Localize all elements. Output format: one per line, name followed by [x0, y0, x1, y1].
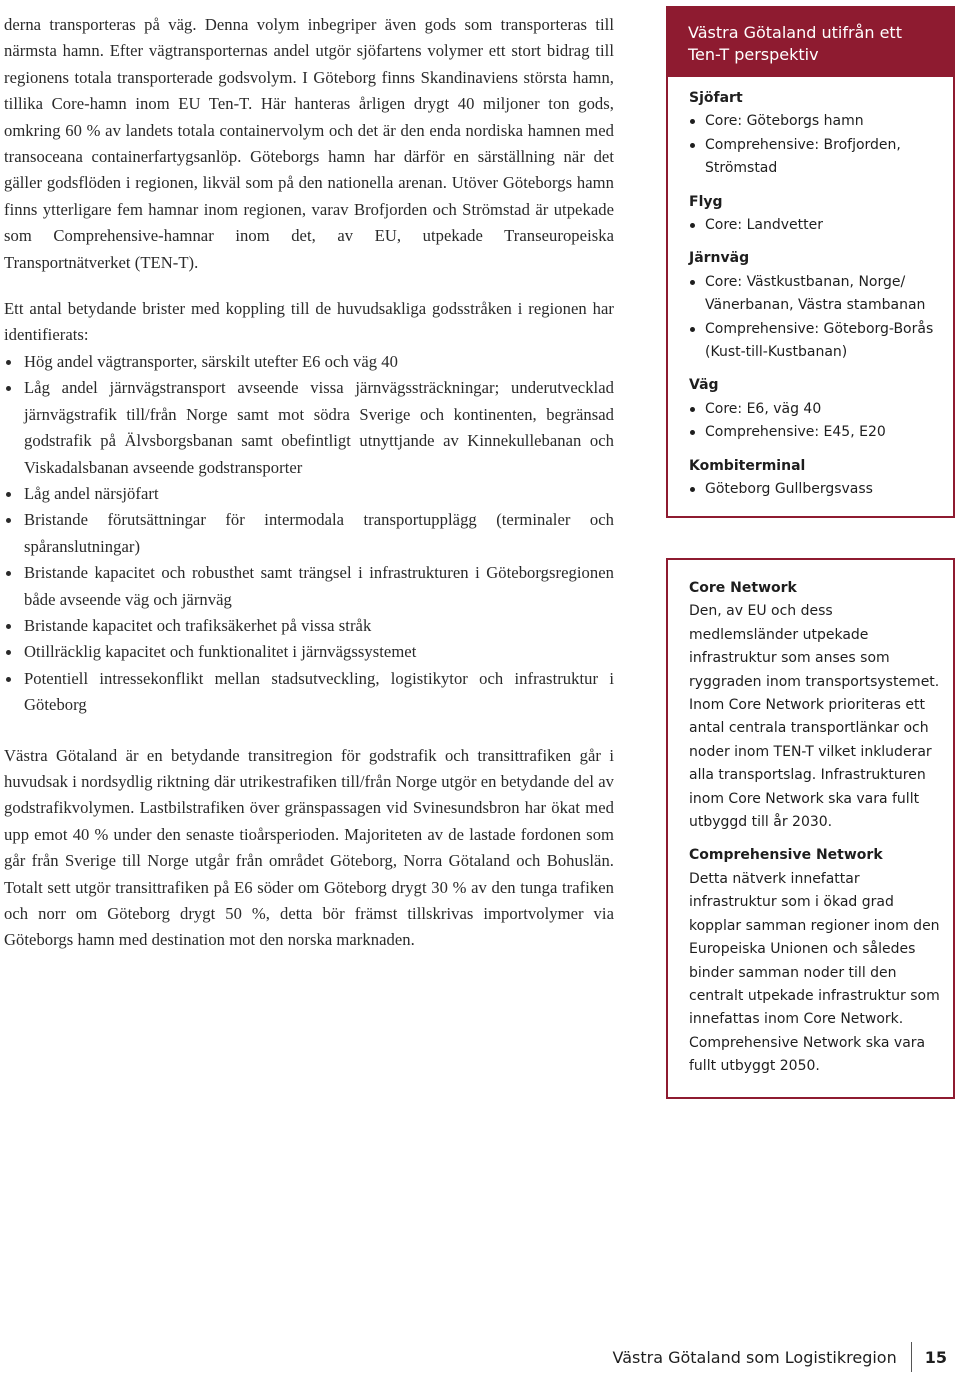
list-item: Comprehensive: E45, E20 — [689, 421, 941, 444]
section-list — [689, 214, 941, 237]
list-item: Potentiell intressekonflikt mellan stadsutveckling, logistikytor och infrastruktur i Göteborg — [4, 666, 614, 719]
section-heading: Comprehensive Network — [689, 847, 883, 864]
tent-perspective-box — [666, 6, 955, 518]
section-heading: Core Network — [689, 580, 797, 596]
page-footer — [613, 1344, 948, 1370]
list-item: Core: Göteborgs hamn — [689, 110, 941, 133]
list-item: Core: Landvetter — [689, 214, 941, 237]
section-kombiterminal — [689, 455, 941, 502]
main-text-column — [4, 12, 614, 974]
list-item: Comprehensive: Brofjorden, Strömstad — [689, 134, 941, 181]
section-heading: Kombiterminal — [689, 457, 806, 474]
list-item: Core: E6, väg 40 — [689, 398, 941, 421]
section-vag — [689, 374, 941, 444]
paragraph-transit: Västra Götaland är en betydande transitregion för godstrafik och transittrafiken går i huvudsak i nordsydlig riktning där utrikestrafiken till/från Norge utgör en betydande del av godstrafikvolymen. Lastbilstrafiken över gränspassagen vid Svinesundsbron har ökat med upp emot 40 % under den senaste tioårsperioden. Majoriteten av de lastade fordonen som går från Sverige till Norge utgår från området Göteborg, Norra Götaland och Bohuslän. Totalt sett utgör transittrafiken på E6 söder om Göteborg drygt 30 % av den tunga trafiken och norr om Göteborg drygt 50 %, detta bör främst tillskrivas importvolymer via Göteborgs hamn med destination mot den norska marknaden. — [4, 745, 614, 950]
section-list — [689, 271, 941, 365]
section-core-network — [689, 577, 941, 834]
core-network-text: Den, av EU och dess medlemsländer utpekade infrastruktur som anses som ryggraden inom transportsystemet. Inom Core Network prioriteras ett antal centrala transportlänkar och noder inom TEN-T vilket inkluderar alla transportslag. Infrastrukturen inom Core Network ska vara fullt utbyggd till år 2030. — [689, 603, 940, 831]
network-box-body — [668, 560, 953, 1079]
section-list — [689, 478, 941, 501]
list-item: Hög andel vägtransporter, särskilt utefter E6 och väg 40 — [4, 349, 614, 375]
list-item: Otillräcklig kapacitet och funktionalitet i järnvägssystemet — [4, 639, 614, 665]
comprehensive-network-text: Detta nätverk innefattar infrastruktur som i ökad grad kopplar samman regioner inom den Europeiska Unionen och således binder samman noder till den centralt utpekade infrastruktur som innefattas inom Core Network. Comprehensive Network ska vara fullt utbyggt 2050. — [689, 870, 940, 1075]
tent-box-body — [668, 77, 953, 502]
footer-divider — [911, 1342, 912, 1372]
tent-box-title: Västra Götaland utifrån ett Ten-T perspektiv — [668, 8, 953, 77]
list-item: Bristande kapacitet och trafiksäkerhet på vissa stråk — [4, 613, 614, 639]
list-item: Bristande förutsättningar för intermodala transportupplägg (terminaler och spåranslutningar) — [4, 507, 614, 560]
list-item: Core: Västkustbanan, Norge/ Vänerbanan, Västra stambanan — [689, 271, 941, 318]
section-sjofart — [689, 87, 941, 181]
paragraph-deficiencies-lead: Ett antal betydande brister med koppling till de huvudsakliga godsstråken i regionen har identifierats: — [4, 299, 614, 345]
paragraph-ports: derna transporteras på väg. Denna volym inbegriper även gods som transporteras till närmsta hamn. Efter vägtransporternas andel utgör sjöfartens volymer ett stort bidrag till regionens totala transporterade godsvolym. I Göteborg finns Skandinaviens största hamn, tillika Core-hamn inom EU Ten-T. Här hanteras årligen drygt 40 miljoner ton gods, omkring 60 % av landets totala containervolym och det är den enda nordiska hamnen med transoceana containerfartygsanlöp. Göteborgs hamn har därför en särställning när det gäller godsflöden i regionen, likväl som på den nationella arenan. Utöver Göteborgs hamn finns ytterligare fem hamnar inom regionen, varav Brofjorden och Strömstad är utpekade som Comprehensive-hamnar inom det, av EU, utpekade Transeuropeiska Transportnätverket (TEN-T). — [4, 15, 614, 272]
section-list — [689, 110, 941, 180]
section-heading: Sjöfart — [689, 90, 743, 106]
section-comprehensive-network — [689, 844, 941, 1078]
deficiencies-list — [4, 349, 614, 719]
section-heading: Flyg — [689, 193, 723, 210]
footer-title: Västra Götaland som Logistikregion — [612, 1347, 897, 1367]
section-heading: Väg — [689, 377, 719, 394]
list-item: Comprehensive: Göteborg-Borås (Kust-till-Kustbanan) — [689, 318, 941, 365]
section-jarnvag — [689, 247, 941, 364]
network-definitions-box — [666, 558, 955, 1099]
section-heading: Järnväg — [689, 250, 750, 267]
list-item: Göteborg Gullbergsvass — [689, 478, 941, 501]
section-list — [689, 398, 941, 445]
section-flyg — [689, 191, 941, 238]
list-item: Låg andel närsjöfart — [4, 481, 614, 507]
list-item: Bristande kapacitet och robusthet samt trängsel i infrastrukturen i Göteborgsregionen både avseende väg och järnväg — [4, 560, 614, 613]
list-item: Låg andel järnvägstransport avseende vissa järnvägssträckningar; underutvecklad järnvägstrafik till/från Norge samt mot södra Sverige och kontinenten, begränsad godstrafik på Älvsborgsbanan samt obefintligt utnyttjande av Kinnekullebanan och Viskadalsbanan avseende godstransporter — [4, 375, 614, 481]
page-number: 15 — [924, 1347, 947, 1367]
